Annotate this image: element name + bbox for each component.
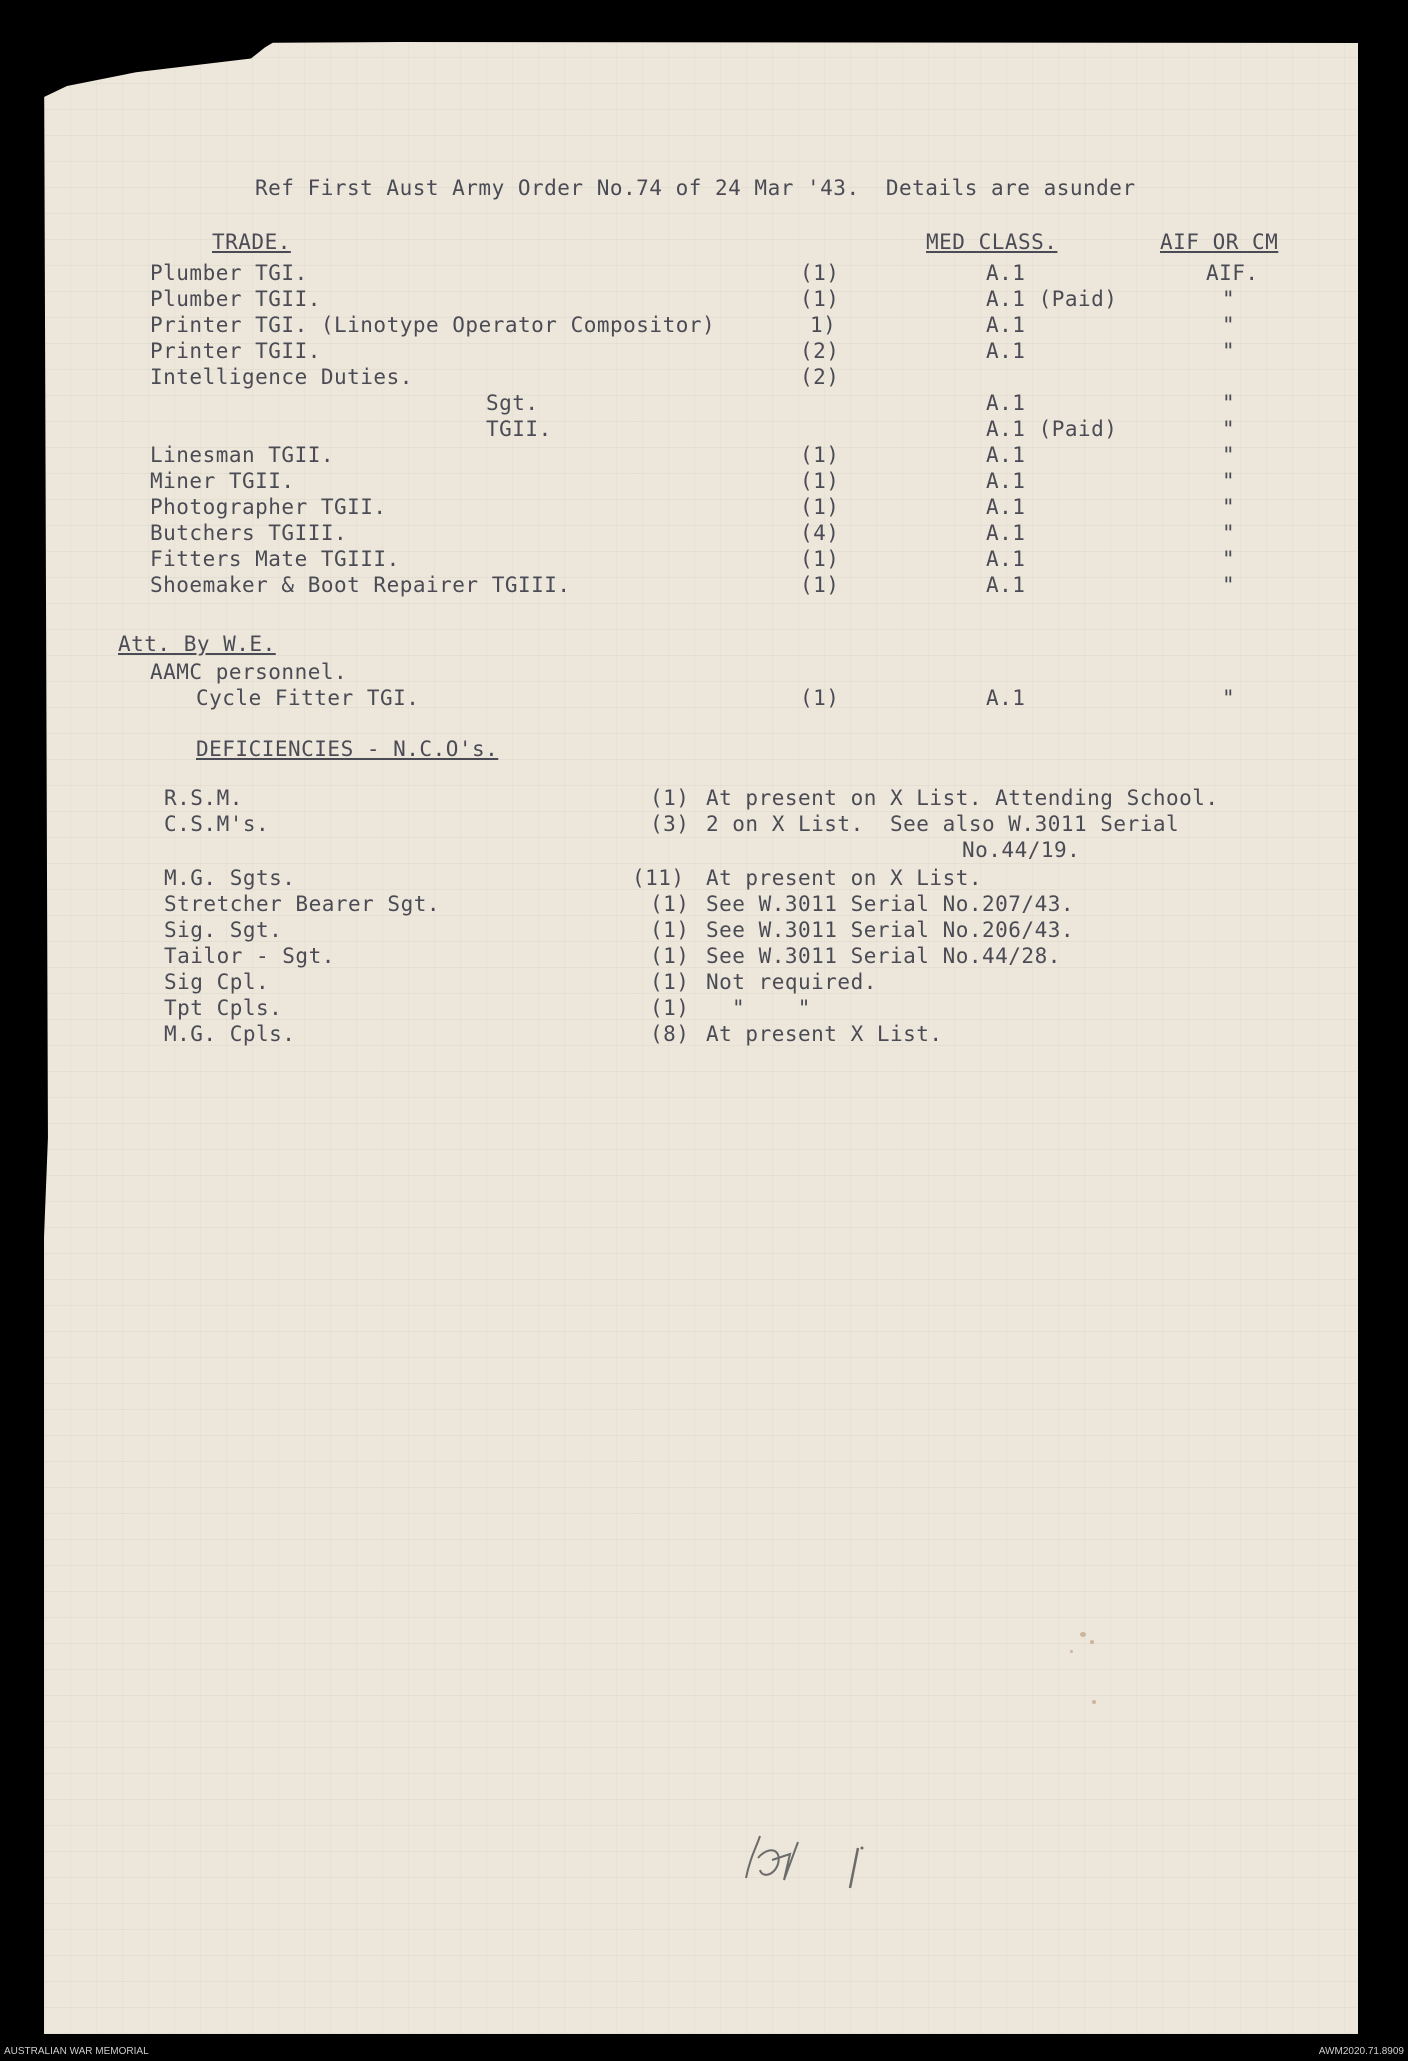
deficiency-note: 2 on X List. See also W.3011 Serial <box>706 812 1180 836</box>
trade-med: A.1 <box>986 313 1026 337</box>
trade-name: Fitters Mate TGIII. <box>150 547 400 571</box>
deficiency-count: (8) <box>650 1022 690 1046</box>
paper-stain <box>1092 1700 1096 1704</box>
trade-med: A.1 <box>986 339 1026 363</box>
deficiency-count: (1) <box>650 996 690 1020</box>
deficiency-rank: Tpt Cpls. <box>164 996 283 1020</box>
trade-count: (1) <box>800 469 840 493</box>
deficiency-note: At present on X List. Attending School. <box>706 786 1219 810</box>
column-aif-heading: AIF OR CM <box>1160 230 1279 254</box>
footer-item-id: AWM2020.71.8909 <box>1318 2046 1404 2057</box>
trade-aif: " <box>1222 521 1236 545</box>
trade-med: A.1 <box>986 495 1026 519</box>
trade-name: TGII. <box>486 417 552 441</box>
trade-count: (2) <box>800 365 840 389</box>
trade-med: A.1 <box>986 573 1026 597</box>
trade-name: Linesman TGII. <box>150 443 335 467</box>
trade-med: A.1 <box>986 469 1026 493</box>
trade-name: Miner TGII. <box>150 469 295 493</box>
deficiency-count: (1) <box>650 918 690 942</box>
deficiency-rank: M.G. Cpls. <box>164 1022 296 1046</box>
deficiencies-heading: DEFICIENCIES - N.C.O's. <box>196 737 499 761</box>
trade-name: Printer TGII. <box>150 339 321 363</box>
paper-stain <box>1070 1650 1073 1653</box>
trade-count: (2) <box>800 339 840 363</box>
deficiency-note: No.44/19. <box>962 838 1081 862</box>
trade-count: (1) <box>800 547 840 571</box>
trade-med: A.1 <box>986 521 1026 545</box>
trade-aif: " <box>1222 443 1236 467</box>
paper-stain <box>1090 1640 1094 1644</box>
trade-count: 1) <box>810 313 837 337</box>
deficiency-note: See W.3011 Serial No.206/43. <box>706 918 1075 942</box>
trade-aif: " <box>1222 287 1236 311</box>
deficiency-count: (1) <box>650 892 690 916</box>
attached-sub: AAMC personnel. <box>150 660 348 684</box>
footer-source: AUSTRALIAN WAR MEMORIAL <box>4 2046 149 2057</box>
trade-aif: AIF. <box>1206 261 1259 285</box>
trade-aif: " <box>1222 339 1236 363</box>
trade-aif: " <box>1222 417 1236 441</box>
deficiency-count: (11) <box>632 866 685 890</box>
attached-item-med: A.1 <box>986 686 1026 710</box>
deficiency-rank: Tailor - Sgt. <box>164 944 335 968</box>
trade-count: (1) <box>800 261 840 285</box>
deficiency-note: At present X List. <box>706 1022 943 1046</box>
document-header: Ref First Aust Army Order No.74 of 24 Mar '43. Details are asunder <box>255 176 1136 200</box>
deficiency-count: (1) <box>650 970 690 994</box>
paper-stain <box>1080 1632 1086 1637</box>
trade-name: Plumber TGII. <box>150 287 321 311</box>
attached-item-name: Cycle Fitter TGI. <box>196 686 420 710</box>
column-med-heading: MED CLASS. <box>926 230 1058 254</box>
attached-item-aif: " <box>1222 686 1236 710</box>
trade-aif: " <box>1222 391 1236 415</box>
attached-item-count: (1) <box>800 686 840 710</box>
deficiency-rank: Sig Cpl. <box>164 970 270 994</box>
trade-name: Intelligence Duties. <box>150 365 413 389</box>
deficiency-note: " " <box>732 996 811 1020</box>
trade-aif: " <box>1222 573 1236 597</box>
attached-heading: Att. By W.E. <box>118 632 276 656</box>
trade-name: Sgt. <box>486 391 539 415</box>
deficiency-count: (1) <box>650 944 690 968</box>
deficiency-count: (1) <box>650 786 690 810</box>
deficiency-rank: Sig. Sgt. <box>164 918 283 942</box>
trade-med: A.1 <box>986 443 1026 467</box>
deficiency-rank: M.G. Sgts. <box>164 866 296 890</box>
trade-name: Printer TGI. (Linotype Operator Compositor) <box>150 313 716 337</box>
handwritten-annotation <box>738 1818 908 1908</box>
trade-name: Photographer TGII. <box>150 495 387 519</box>
trade-aif: " <box>1222 547 1236 571</box>
column-trade-heading: TRADE. <box>212 230 291 254</box>
trade-med: A.1 (Paid) <box>986 287 1118 311</box>
deficiency-rank: C.S.M's. <box>164 812 270 836</box>
trade-med: A.1 <box>986 391 1026 415</box>
deficiency-note: At present on X List. <box>706 866 983 890</box>
trade-name: Shoemaker & Boot Repairer TGIII. <box>150 573 571 597</box>
trade-aif: " <box>1222 469 1236 493</box>
trade-count: (4) <box>800 521 840 545</box>
deficiency-count: (3) <box>650 812 690 836</box>
deficiency-note: See W.3011 Serial No.44/28. <box>706 944 1061 968</box>
deficiency-note: Not required. <box>706 970 877 994</box>
trade-med: A.1 <box>986 261 1026 285</box>
deficiency-rank: R.S.M. <box>164 786 243 810</box>
trade-count: (1) <box>800 573 840 597</box>
trade-name: Butchers TGIII. <box>150 521 348 545</box>
trade-med: A.1 <box>986 547 1026 571</box>
trade-name: Plumber TGI. <box>150 261 308 285</box>
trade-med: A.1 (Paid) <box>986 417 1118 441</box>
deficiency-rank: Stretcher Bearer Sgt. <box>164 892 441 916</box>
trade-count: (1) <box>800 287 840 311</box>
trade-count: (1) <box>800 495 840 519</box>
deficiency-note: See W.3011 Serial No.207/43. <box>706 892 1075 916</box>
trade-aif: " <box>1222 495 1236 519</box>
trade-count: (1) <box>800 443 840 467</box>
trade-aif: " <box>1222 313 1236 337</box>
